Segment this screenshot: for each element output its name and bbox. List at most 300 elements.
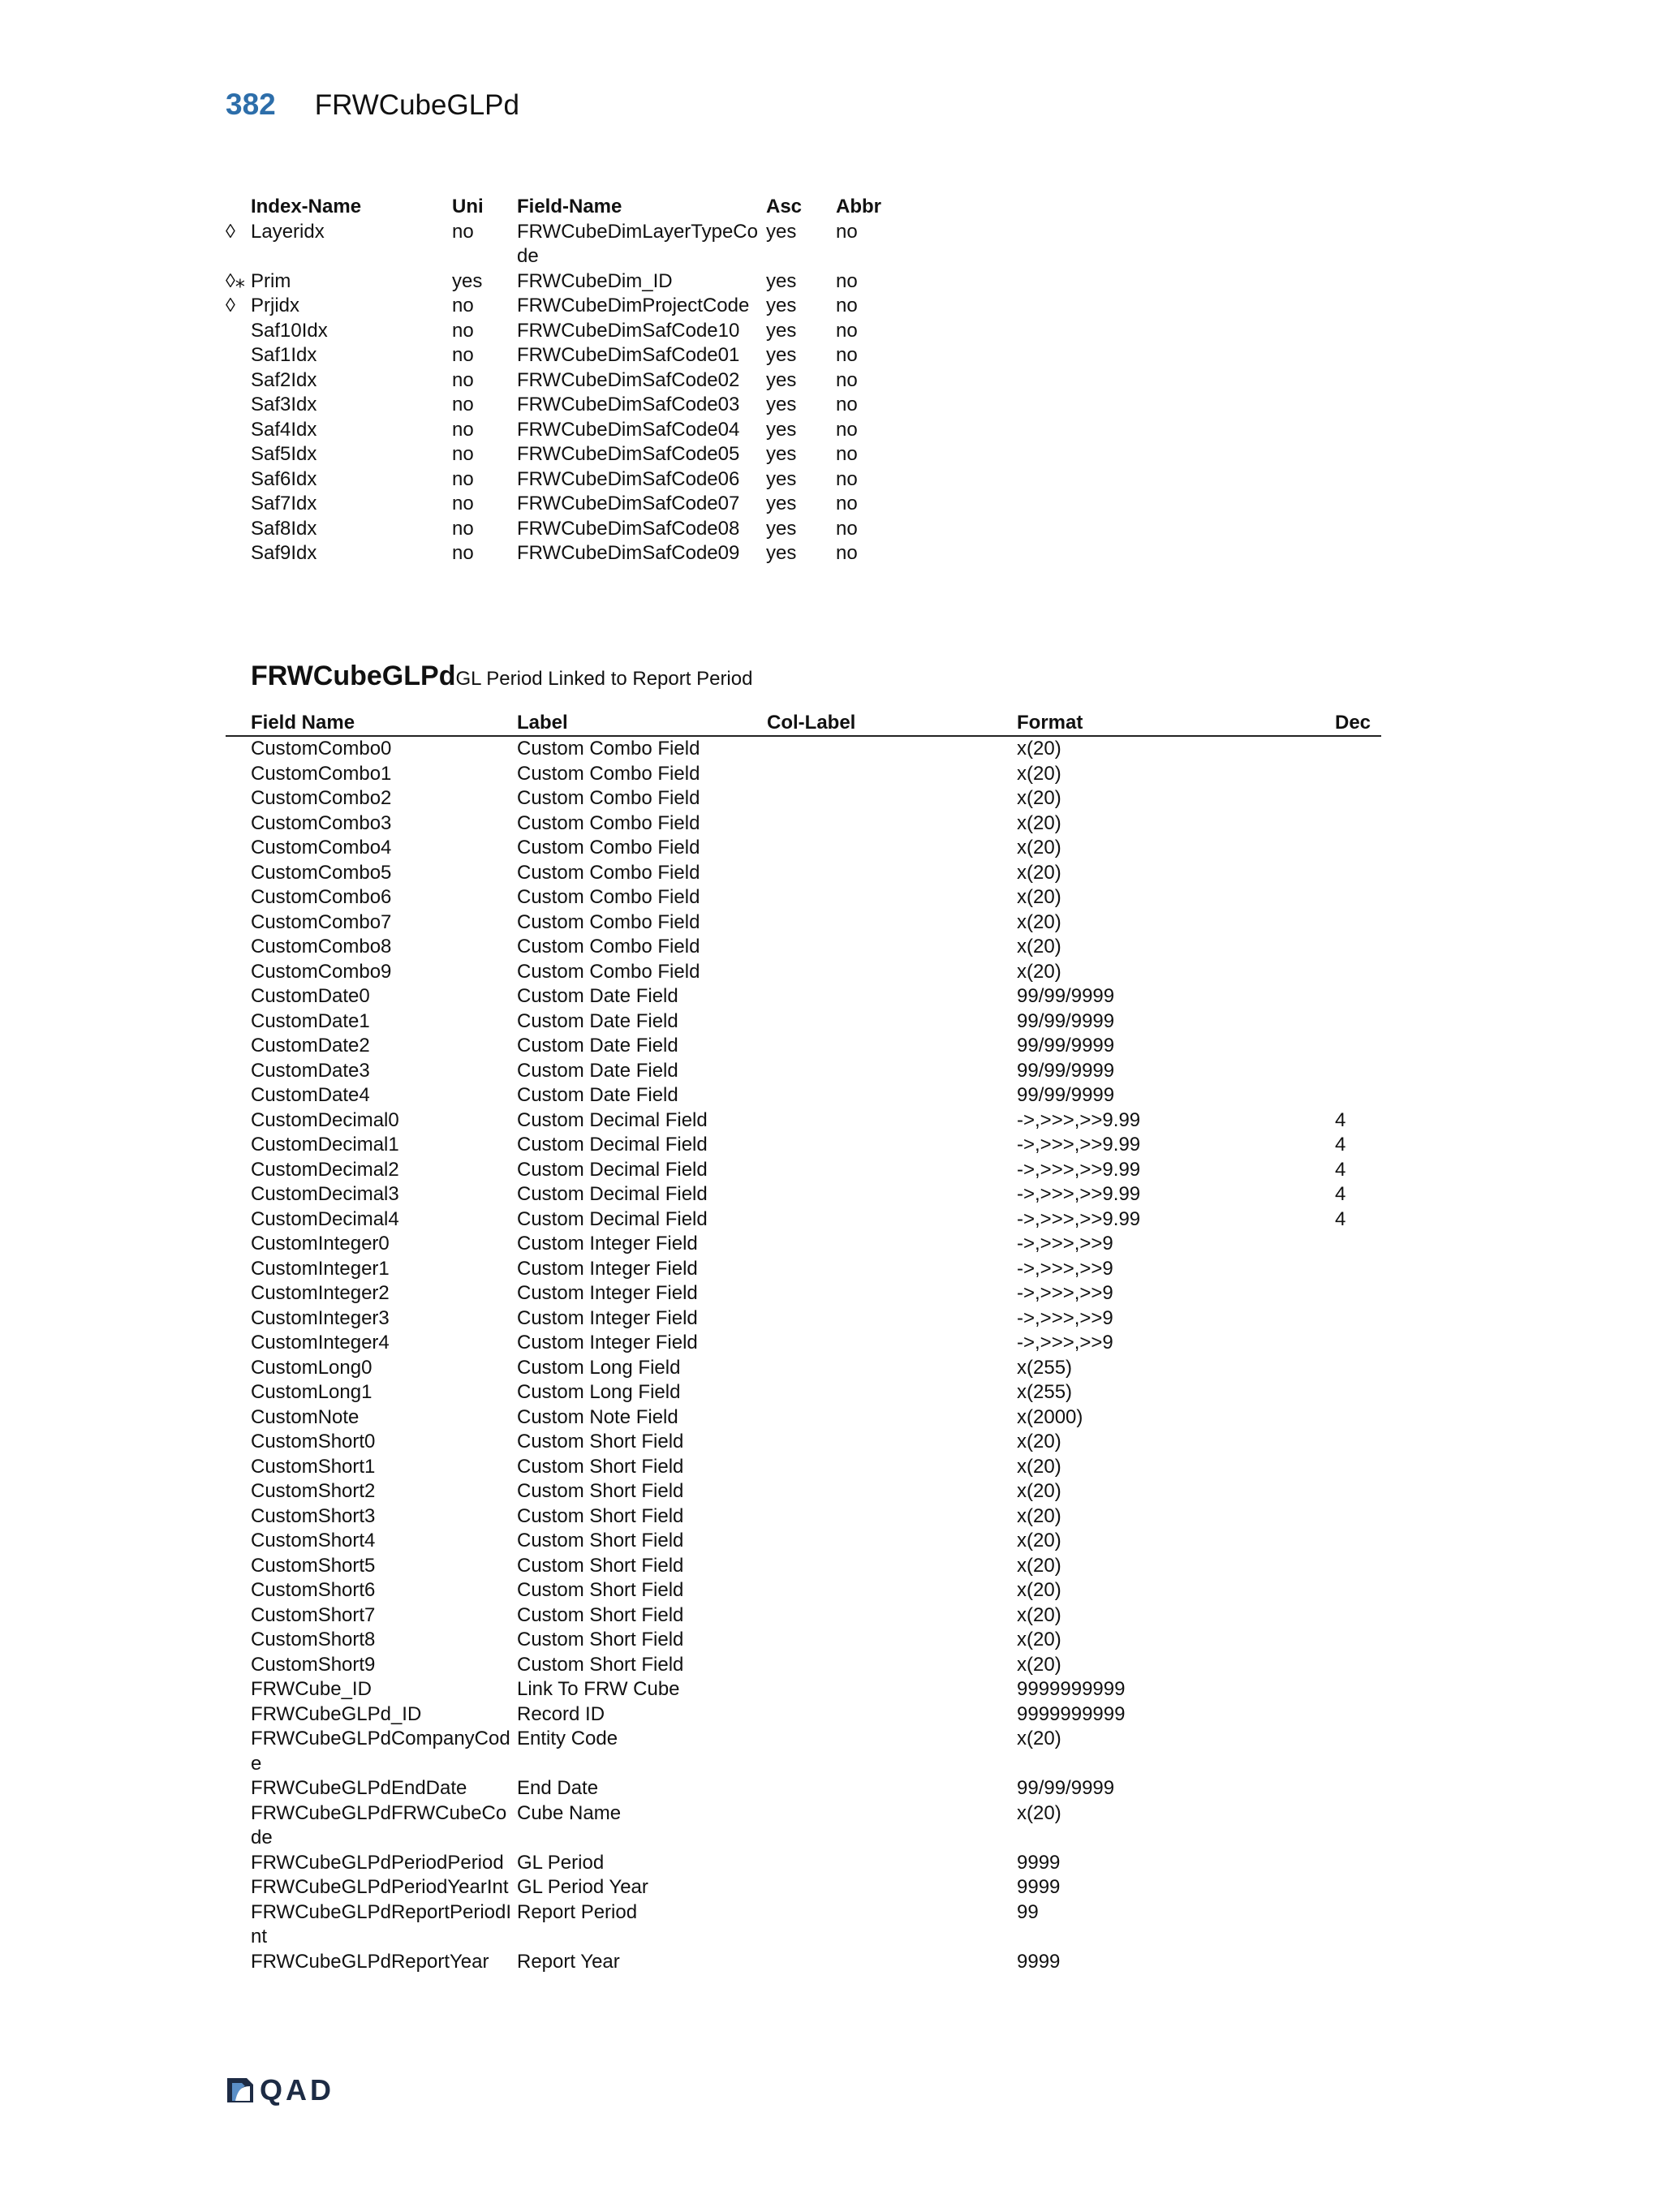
field-dec-cell: [1335, 811, 1380, 837]
field-name-cell: CustomCombo5: [251, 861, 392, 884]
index-uni-cell: no: [452, 344, 474, 366]
field-table-row: [226, 762, 1381, 787]
field-table-row: [226, 1801, 1381, 1851]
table-description: GL Period Linked to Report Period: [455, 668, 753, 690]
field-format-cell: x(20): [1017, 960, 1061, 983]
field-label-cell: Custom Date Field: [517, 1009, 678, 1032]
index-marker: [226, 467, 251, 493]
index-abbr-cell: no: [836, 467, 858, 490]
field-name-cell: FRWCubeGLPdPeriodYearInt: [251, 1876, 509, 1898]
field-format-cell: x(20): [1017, 787, 1061, 809]
field-table-row: [226, 1900, 1381, 1950]
field-name-cell: CustomNote: [251, 1405, 360, 1428]
index-abbr-cell: no: [836, 344, 858, 366]
field-table-row: [226, 910, 1381, 936]
field-label-cell: Custom Combo Field: [517, 861, 700, 884]
field-name-cell: CustomShort4: [251, 1530, 376, 1551]
index-asc-cell: yes: [766, 368, 797, 391]
field-col-label-cell: [767, 1702, 1017, 1728]
index-asc-cell: yes: [766, 295, 797, 316]
field-col-label-cell: [767, 1479, 1017, 1504]
field-name-cell: CustomDecimal1: [251, 1134, 399, 1155]
footer-logo: [226, 2073, 334, 2107]
index-name-cell: Saf6Idx: [251, 467, 317, 490]
field-label-cell: Custom Date Field: [517, 1084, 678, 1106]
index-asc-cell: yes: [766, 493, 797, 514]
field-name-cell: CustomCombo2: [251, 787, 392, 809]
index-col-name: Index-Name: [251, 196, 362, 217]
field-name-cell: CustomDecimal4: [251, 1207, 399, 1230]
field-dec-cell: [1335, 1356, 1380, 1381]
field-dec-cell: [1335, 885, 1380, 910]
field-dec-cell: [1335, 910, 1380, 936]
field-format-cell: x(20): [1017, 1579, 1061, 1601]
index-name-cell: Saf10Idx: [251, 319, 328, 342]
field-format-cell: ->,>>>,>>9.99: [1017, 1134, 1141, 1155]
table-name: FRWCubeGLPd: [251, 661, 456, 691]
field-name-cell: CustomShort5: [251, 1554, 376, 1577]
index-uni-cell: no: [452, 319, 474, 342]
field-dec-cell: [1335, 1380, 1380, 1405]
field-dec-cell: [1335, 1578, 1380, 1603]
index-table-row: [226, 343, 901, 368]
field-name-cell: FRWCubeGLPdCompanyCode: [251, 1728, 510, 1775]
field-table-row: [226, 1257, 1381, 1282]
index-table-row: [226, 319, 901, 344]
field-dec-cell: [1335, 1702, 1380, 1728]
field-name-cell: FRWCubeGLPdPeriodPeriod: [251, 1851, 504, 1874]
field-col-label-cell: [767, 1727, 1017, 1776]
field-table-row: [226, 1430, 1381, 1455]
field-dec-cell: [1335, 1677, 1380, 1702]
index-marker: [226, 319, 251, 344]
index-abbr-cell: no: [836, 269, 858, 292]
field-label-cell: Custom Combo Field: [517, 738, 700, 760]
field-name-cell: FRWCubeGLPdEndDate: [251, 1777, 467, 1799]
field-label-cell: Custom Combo Field: [517, 910, 700, 933]
index-marker: ◊⁎: [226, 269, 245, 292]
field-table-row: [226, 1776, 1381, 1801]
field-name-cell: CustomInteger1: [251, 1257, 390, 1280]
field-dec-cell: [1335, 1034, 1380, 1059]
field-col-label-cell: [767, 1108, 1017, 1134]
field-dec-cell: [1335, 1479, 1380, 1504]
field-label-cell: Record ID: [517, 1702, 605, 1725]
index-col-uni: Uni: [452, 196, 484, 217]
index-field-cell: FRWCubeDimLayerTypeCode: [517, 220, 758, 267]
field-col-label-cell: [767, 1430, 1017, 1455]
field-table-row: [226, 1281, 1381, 1306]
index-uni-cell: yes: [452, 269, 483, 292]
field-format-cell: x(2000): [1017, 1405, 1083, 1428]
field-label-cell: Custom Short Field: [517, 1431, 684, 1452]
index-abbr-cell: no: [836, 319, 858, 342]
field-col-label-cell: [767, 861, 1017, 886]
field-format-cell: x(20): [1017, 1480, 1061, 1502]
field-table-row: [226, 1727, 1381, 1776]
field-dec-cell: [1335, 984, 1380, 1009]
index-uni-cell: no: [452, 220, 474, 243]
index-marker: [226, 393, 251, 418]
field-name-cell: FRWCubeGLPdReportPeriodInt: [251, 1900, 512, 1947]
field-col-label-cell: [767, 1851, 1017, 1876]
field-name-cell: CustomShort0: [251, 1431, 376, 1452]
field-table: [226, 711, 1381, 1974]
index-table: [226, 195, 901, 566]
field-dec-cell: [1335, 1801, 1380, 1851]
field-format-cell: x(20): [1017, 1728, 1061, 1749]
field-name-cell: CustomShort2: [251, 1480, 376, 1502]
field-format-cell: x(20): [1017, 1603, 1061, 1626]
index-asc-cell: yes: [766, 418, 797, 441]
field-label-cell: GL Period: [517, 1851, 605, 1874]
field-label-cell: Custom Combo Field: [517, 936, 700, 958]
field-dec-cell: [1335, 786, 1380, 811]
field-label-cell: Custom Decimal Field: [517, 1108, 708, 1131]
field-dec-cell: [1335, 935, 1380, 960]
index-asc-cell: yes: [766, 344, 797, 366]
field-col-label-cell: [767, 1628, 1017, 1653]
index-table-header: [226, 195, 901, 220]
field-label-cell: Custom Short Field: [517, 1554, 684, 1577]
index-field-cell: FRWCubeDimSafCode07: [517, 493, 740, 514]
field-format-cell: x(255): [1017, 1356, 1073, 1379]
field-format-cell: x(255): [1017, 1381, 1073, 1403]
index-field-cell: FRWCubeDimSafCode05: [517, 443, 740, 465]
index-asc-cell: yes: [766, 220, 797, 243]
field-table-row: [226, 1702, 1381, 1728]
field-label-cell: Custom Decimal Field: [517, 1158, 708, 1181]
field-name-cell: FRWCubeGLPdFRWCubeCode: [251, 1801, 507, 1848]
field-table-row: [226, 1380, 1381, 1405]
field-table-row: [226, 885, 1381, 910]
field-col-label-cell: [767, 737, 1017, 762]
index-asc-cell: yes: [766, 319, 797, 342]
field-dec-cell: [1335, 960, 1380, 985]
field-col-col-label: Col-Label: [767, 712, 856, 734]
field-name-cell: CustomCombo3: [251, 811, 392, 834]
field-label-cell: Custom Combo Field: [517, 811, 700, 834]
index-uni-cell: no: [452, 394, 474, 415]
field-name-cell: CustomDate0: [251, 985, 370, 1007]
index-name-cell: Prim: [251, 269, 291, 292]
field-col-label-cell: [767, 1232, 1017, 1257]
index-name-cell: Saf4Idx: [251, 418, 317, 441]
field-format-cell: 99/99/9999: [1017, 1009, 1115, 1032]
field-col-label-cell: [767, 935, 1017, 960]
index-field-cell: FRWCubeDimSafCode01: [517, 344, 740, 366]
field-format-cell: 99/99/9999: [1017, 1777, 1115, 1799]
field-format-cell: x(20): [1017, 1554, 1061, 1577]
field-col-label-cell: [767, 885, 1017, 910]
index-col-abbr: Abbr: [836, 196, 881, 217]
field-dec-cell: [1335, 1504, 1380, 1530]
index-abbr-cell: no: [836, 394, 858, 415]
field-label-cell: Report Year: [517, 1950, 620, 1973]
field-col-label-cell: [767, 1207, 1017, 1233]
field-label-cell: Custom Short Field: [517, 1629, 684, 1650]
field-dec-cell: [1335, 861, 1380, 886]
field-label-cell: Cube Name: [517, 1801, 622, 1824]
field-label-cell: Custom Combo Field: [517, 837, 700, 859]
field-col-label-cell: [767, 1504, 1017, 1530]
field-name-cell: CustomInteger3: [251, 1306, 390, 1329]
index-name-cell: Saf7Idx: [251, 493, 317, 514]
field-format-cell: ->,>>>,>>9.99: [1017, 1158, 1141, 1181]
field-name-cell: CustomCombo8: [251, 936, 392, 958]
field-table-row: [226, 1207, 1381, 1233]
field-table-row: [226, 1875, 1381, 1900]
field-table-row: [226, 1182, 1381, 1207]
page-number: 382: [226, 88, 276, 121]
field-format-cell: 9999: [1017, 1851, 1061, 1874]
index-asc-cell: yes: [766, 394, 797, 415]
field-table-row: [226, 1504, 1381, 1530]
field-table-row: [226, 1083, 1381, 1108]
field-dec-cell: [1335, 1776, 1380, 1801]
field-format-cell: x(20): [1017, 762, 1061, 785]
index-marker: [226, 442, 251, 467]
field-name-cell: CustomInteger2: [251, 1282, 390, 1304]
field-table-row: [226, 786, 1381, 811]
field-format-cell: x(20): [1017, 1504, 1061, 1527]
field-dec-cell: [1335, 1430, 1380, 1455]
field-dec-cell: [1335, 1083, 1380, 1108]
field-name-cell: CustomCombo4: [251, 837, 392, 859]
field-format-cell: ->,>>>,>>9.99: [1017, 1108, 1141, 1131]
index-asc-cell: yes: [766, 443, 797, 465]
field-table-row: [226, 1677, 1381, 1702]
field-name-cell: CustomDate1: [251, 1009, 370, 1032]
field-col-label-cell: [767, 786, 1017, 811]
index-table-row: [226, 368, 901, 394]
field-table-row: [226, 1653, 1381, 1678]
field-table-row: [226, 1479, 1381, 1504]
field-label-cell: Custom Integer Field: [517, 1233, 698, 1254]
field-format-cell: x(20): [1017, 837, 1061, 859]
field-format-cell: x(20): [1017, 1629, 1061, 1650]
field-label-cell: Custom Integer Field: [517, 1282, 698, 1304]
field-format-cell: x(20): [1017, 861, 1061, 884]
field-label-cell: Custom Decimal Field: [517, 1134, 708, 1155]
field-col-label-cell: [767, 1356, 1017, 1381]
field-col-label-cell: [767, 1900, 1017, 1950]
index-marker: [226, 418, 251, 443]
field-name-cell: CustomDecimal2: [251, 1158, 399, 1181]
field-dec-cell: [1335, 836, 1380, 861]
field-label-cell: Custom Combo Field: [517, 787, 700, 809]
field-label-cell: Custom Combo Field: [517, 762, 700, 785]
field-label-cell: Custom Short Field: [517, 1455, 684, 1478]
field-name-cell: CustomShort6: [251, 1579, 376, 1601]
field-col-label-cell: [767, 1281, 1017, 1306]
field-table-row: [226, 1578, 1381, 1603]
field-name-cell: CustomCombo6: [251, 886, 392, 908]
index-field-cell: FRWCubeDimProjectCode: [517, 295, 750, 316]
index-marker: [226, 343, 251, 368]
field-col-label-cell: [767, 1776, 1017, 1801]
index-uni-cell: no: [452, 493, 474, 514]
field-name-cell: CustomInteger0: [251, 1233, 390, 1254]
index-marker: [226, 517, 251, 542]
field-col-label-cell: [767, 1455, 1017, 1480]
field-format-cell: x(20): [1017, 1653, 1061, 1676]
field-table-row: [226, 811, 1381, 837]
field-name-cell: CustomShort7: [251, 1603, 376, 1626]
field-name-cell: CustomCombo9: [251, 960, 392, 983]
index-asc-cell: yes: [766, 517, 797, 540]
field-col-label-cell: [767, 1554, 1017, 1579]
field-dec-cell: [1335, 1727, 1380, 1776]
field-format-cell: 9999: [1017, 1950, 1061, 1973]
field-table-row: [226, 1034, 1381, 1059]
field-format-cell: x(20): [1017, 1431, 1061, 1452]
field-col-label-cell: [767, 984, 1017, 1009]
field-table-row: [226, 1158, 1381, 1183]
field-name-cell: CustomCombo1: [251, 762, 392, 785]
field-format-cell: x(20): [1017, 936, 1061, 958]
field-label-cell: Custom Short Field: [517, 1504, 684, 1527]
field-col-label-cell: [767, 1133, 1017, 1158]
field-dec-cell: [1335, 1900, 1380, 1950]
field-label-cell: Custom Integer Field: [517, 1257, 698, 1280]
field-table-row: [226, 836, 1381, 861]
field-table-row: [226, 1628, 1381, 1653]
field-label-cell: Custom Short Field: [517, 1530, 684, 1551]
field-col-label-cell: [767, 1603, 1017, 1629]
field-name-cell: CustomLong1: [251, 1381, 372, 1403]
field-format-cell: x(20): [1017, 886, 1061, 908]
field-col-label-cell: [767, 1034, 1017, 1059]
page-header: [226, 88, 519, 122]
field-table-row: [226, 1306, 1381, 1332]
field-name-cell: CustomDate4: [251, 1084, 370, 1106]
field-table-row: [226, 935, 1381, 960]
index-table-row: [226, 541, 901, 566]
index-name-cell: Saf2Idx: [251, 368, 317, 391]
field-col-label-cell: [767, 1950, 1017, 1975]
field-dec-cell: [1335, 1603, 1380, 1629]
index-asc-cell: yes: [766, 467, 797, 490]
field-table-row: [226, 1455, 1381, 1480]
index-marker: [226, 492, 251, 517]
field-format-cell: ->,>>>,>>9: [1017, 1332, 1113, 1353]
field-label-cell: Custom Combo Field: [517, 960, 700, 983]
field-table-row: [226, 861, 1381, 886]
field-col-label-cell: [767, 1529, 1017, 1554]
logo-text: QAD: [260, 2073, 334, 2107]
index-field-cell: FRWCubeDimSafCode03: [517, 394, 740, 415]
field-dec-cell: [1335, 1306, 1380, 1332]
field-format-cell: 99/99/9999: [1017, 1084, 1115, 1106]
field-col-label: Label: [517, 712, 568, 734]
field-table-row: [226, 1009, 1381, 1035]
field-name-cell: CustomDate2: [251, 1035, 370, 1057]
field-format-cell: 99/99/9999: [1017, 985, 1115, 1007]
field-format-cell: x(20): [1017, 910, 1061, 933]
field-table-row: [226, 984, 1381, 1009]
index-asc-cell: yes: [766, 269, 797, 292]
field-dec-cell: [1335, 1257, 1380, 1282]
field-dec-cell: 4: [1335, 1134, 1346, 1155]
field-name-cell: CustomInteger4: [251, 1332, 390, 1353]
field-dec-cell: 4: [1335, 1158, 1346, 1181]
index-table-body: [226, 220, 901, 566]
field-label-cell: GL Period Year: [517, 1876, 648, 1898]
field-col-format: Format: [1017, 712, 1083, 734]
field-table-body: [226, 737, 1381, 1974]
index-uni-cell: no: [452, 467, 474, 490]
index-abbr-cell: no: [836, 493, 858, 514]
index-uni-cell: no: [452, 418, 474, 441]
index-name-cell: Saf9Idx: [251, 542, 317, 564]
index-abbr-cell: no: [836, 418, 858, 441]
field-label-cell: Custom Combo Field: [517, 886, 700, 908]
field-dec-cell: 4: [1335, 1183, 1346, 1205]
index-abbr-cell: no: [836, 517, 858, 540]
field-dec-cell: 4: [1335, 1207, 1346, 1230]
index-asc-cell: yes: [766, 542, 797, 564]
field-table-header: [226, 711, 1381, 737]
field-format-cell: ->,>>>,>>9: [1017, 1233, 1113, 1254]
field-label-cell: Custom Date Field: [517, 985, 678, 1007]
field-dec-cell: [1335, 1232, 1380, 1257]
index-field-cell: FRWCubeDimSafCode06: [517, 467, 740, 490]
field-col-label-cell: [767, 811, 1017, 837]
field-label-cell: Custom Long Field: [517, 1356, 681, 1379]
field-table-row: [226, 1554, 1381, 1579]
field-label-cell: Report Period: [517, 1900, 638, 1923]
field-col-name: Field Name: [251, 712, 355, 734]
field-dec-cell: [1335, 762, 1380, 787]
field-label-cell: Custom Long Field: [517, 1381, 681, 1403]
index-field-cell: FRWCubeDimSafCode04: [517, 418, 740, 441]
field-name-cell: FRWCubeGLPd_ID: [251, 1702, 422, 1725]
field-dec-cell: [1335, 1950, 1380, 1975]
field-dec-cell: [1335, 737, 1380, 762]
field-dec-cell: [1335, 1059, 1380, 1084]
field-name-cell: CustomDecimal3: [251, 1183, 399, 1205]
field-col-label-cell: [767, 1677, 1017, 1702]
field-col-label-cell: [767, 1083, 1017, 1108]
index-col-asc: Asc: [766, 196, 803, 217]
field-name-cell: CustomDecimal0: [251, 1108, 399, 1131]
field-table-row: [226, 1356, 1381, 1381]
field-format-cell: ->,>>>,>>9.99: [1017, 1183, 1141, 1205]
index-uni-cell: no: [452, 368, 474, 391]
field-label-cell: Custom Note Field: [517, 1405, 678, 1428]
field-col-label-cell: [767, 1257, 1017, 1282]
field-label-cell: Custom Date Field: [517, 1059, 678, 1082]
field-dec-cell: [1335, 1405, 1380, 1431]
field-col-label-cell: [767, 1578, 1017, 1603]
field-col-label-cell: [767, 1405, 1017, 1431]
field-label-cell: Entity Code: [517, 1728, 618, 1749]
field-col-label-cell: [767, 960, 1017, 985]
field-label-cell: Custom Decimal Field: [517, 1207, 708, 1230]
field-label-cell: Custom Date Field: [517, 1035, 678, 1057]
field-table-row: [226, 1133, 1381, 1158]
field-name-cell: CustomLong0: [251, 1356, 372, 1379]
index-col-field: Field-Name: [517, 196, 622, 217]
field-format-cell: x(20): [1017, 811, 1061, 834]
field-table-row: [226, 960, 1381, 985]
field-dec-cell: [1335, 1331, 1380, 1356]
index-uni-cell: no: [452, 517, 474, 540]
index-field-cell: FRWCubeDimSafCode10: [517, 319, 740, 342]
field-format-cell: 99/99/9999: [1017, 1035, 1115, 1057]
index-table-row: [226, 517, 901, 542]
